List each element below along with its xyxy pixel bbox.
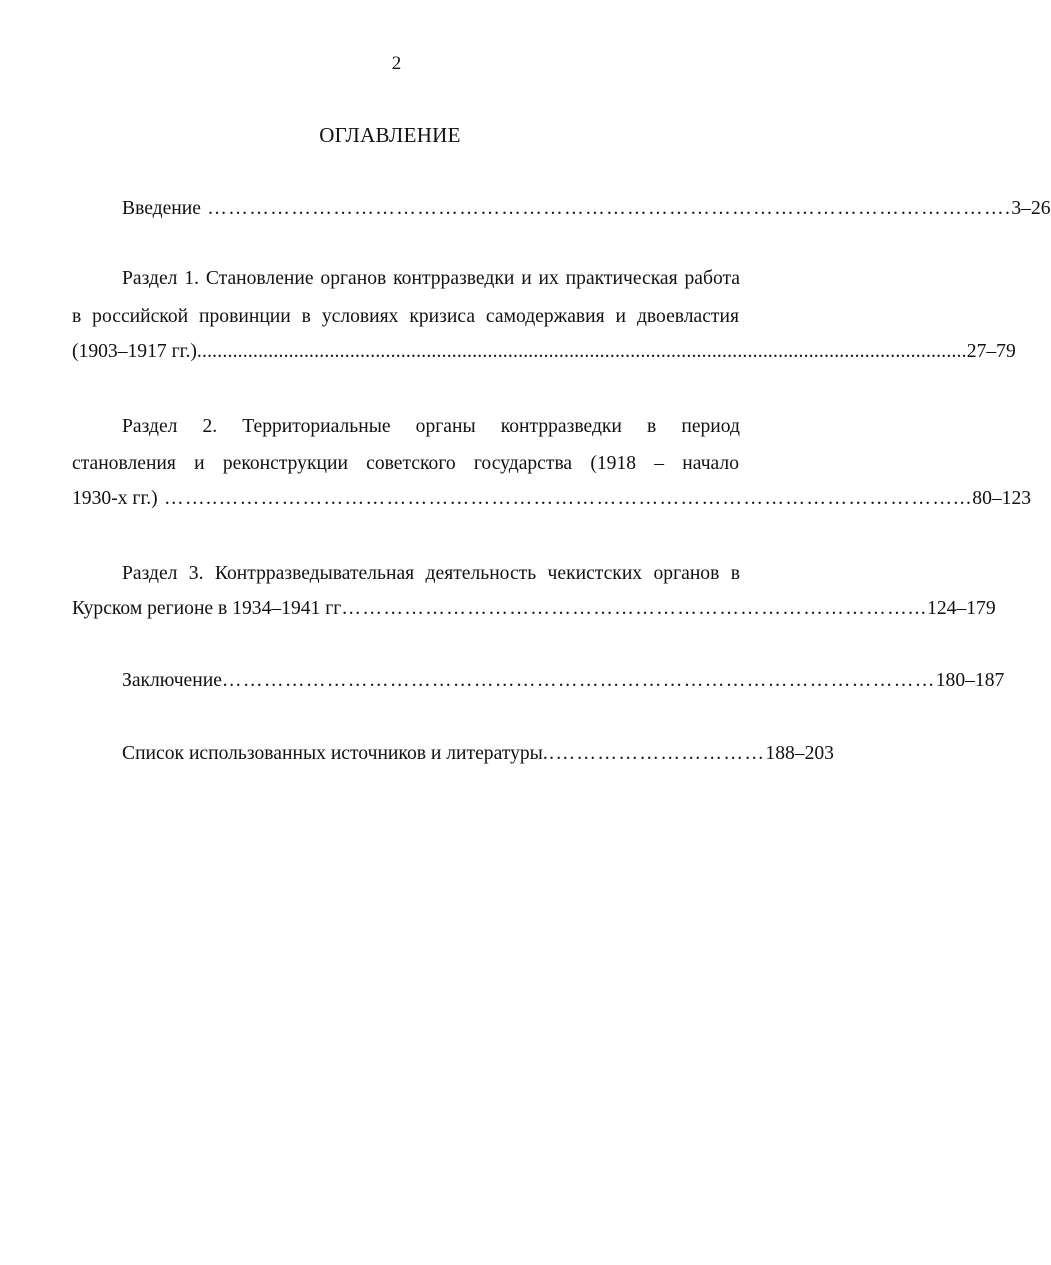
- toc-entry-label: Заключение: [122, 670, 222, 691]
- toc-entry-intro: [122, 196, 1051, 222]
- toc-entry-section2: [72, 486, 1032, 512]
- dot-leader: …………………………………………………………………………………………………….: [200, 198, 1012, 219]
- toc-entry-section3: [72, 596, 996, 622]
- toc-entry-pages: 180–187: [935, 670, 1005, 691]
- toc-entry-section2-line2: становления и реконструкции советского государства (1918 – начало: [72, 453, 739, 474]
- toc-entry-section1-line2: в российской провинции в условиях кризиса самодержавия и двоевластия: [72, 306, 739, 327]
- dot-leader: …………………………………………………………………………………………: [221, 670, 936, 691]
- toc-entry-label: Курском регионе в 1934–1941 гг: [72, 598, 342, 619]
- toc-entry-pages: 27–79: [966, 341, 1016, 362]
- page-number: 2: [391, 53, 402, 74]
- dot-leader: ……..……………………………………………………………………………………………...: [157, 488, 973, 509]
- dot-leader: .......................................................................................................................................................: [196, 341, 967, 362]
- toc-entry-section3-line1: Раздел 3. Контрразведывательная деятельность чекистских органов в: [122, 563, 740, 584]
- toc-entry-pages: 124–179: [927, 598, 996, 619]
- toc-entry-conclusion: [122, 668, 1005, 694]
- toc-entry-section2-line1: Раздел 2. Территориальные органы контрразведки в период: [122, 416, 740, 437]
- toc-entry-section1: [72, 339, 1016, 365]
- toc-entry-label: Список использованных источников и литературы: [122, 743, 543, 764]
- toc-entry-sources: [122, 741, 834, 767]
- dot-leader: ..…………………………: [542, 743, 766, 764]
- toc-entry-pages: 80–123: [972, 488, 1032, 509]
- toc-entry-label: 1930-х гг.): [72, 488, 158, 509]
- dot-leader: ………………………………………………………………………...: [341, 598, 928, 619]
- toc-entry-pages: 188–203: [765, 743, 834, 764]
- page-title: ОГЛАВЛЕНИЕ: [319, 123, 461, 147]
- toc-entry-label: (1903–1917 гг.): [72, 341, 197, 362]
- toc-entry-pages: 3–26: [1011, 198, 1051, 219]
- toc-entry-section1-line1: Раздел 1. Становление органов контрразведки и их практическая работа: [122, 268, 740, 289]
- toc-entry-label: Введение: [122, 198, 201, 219]
